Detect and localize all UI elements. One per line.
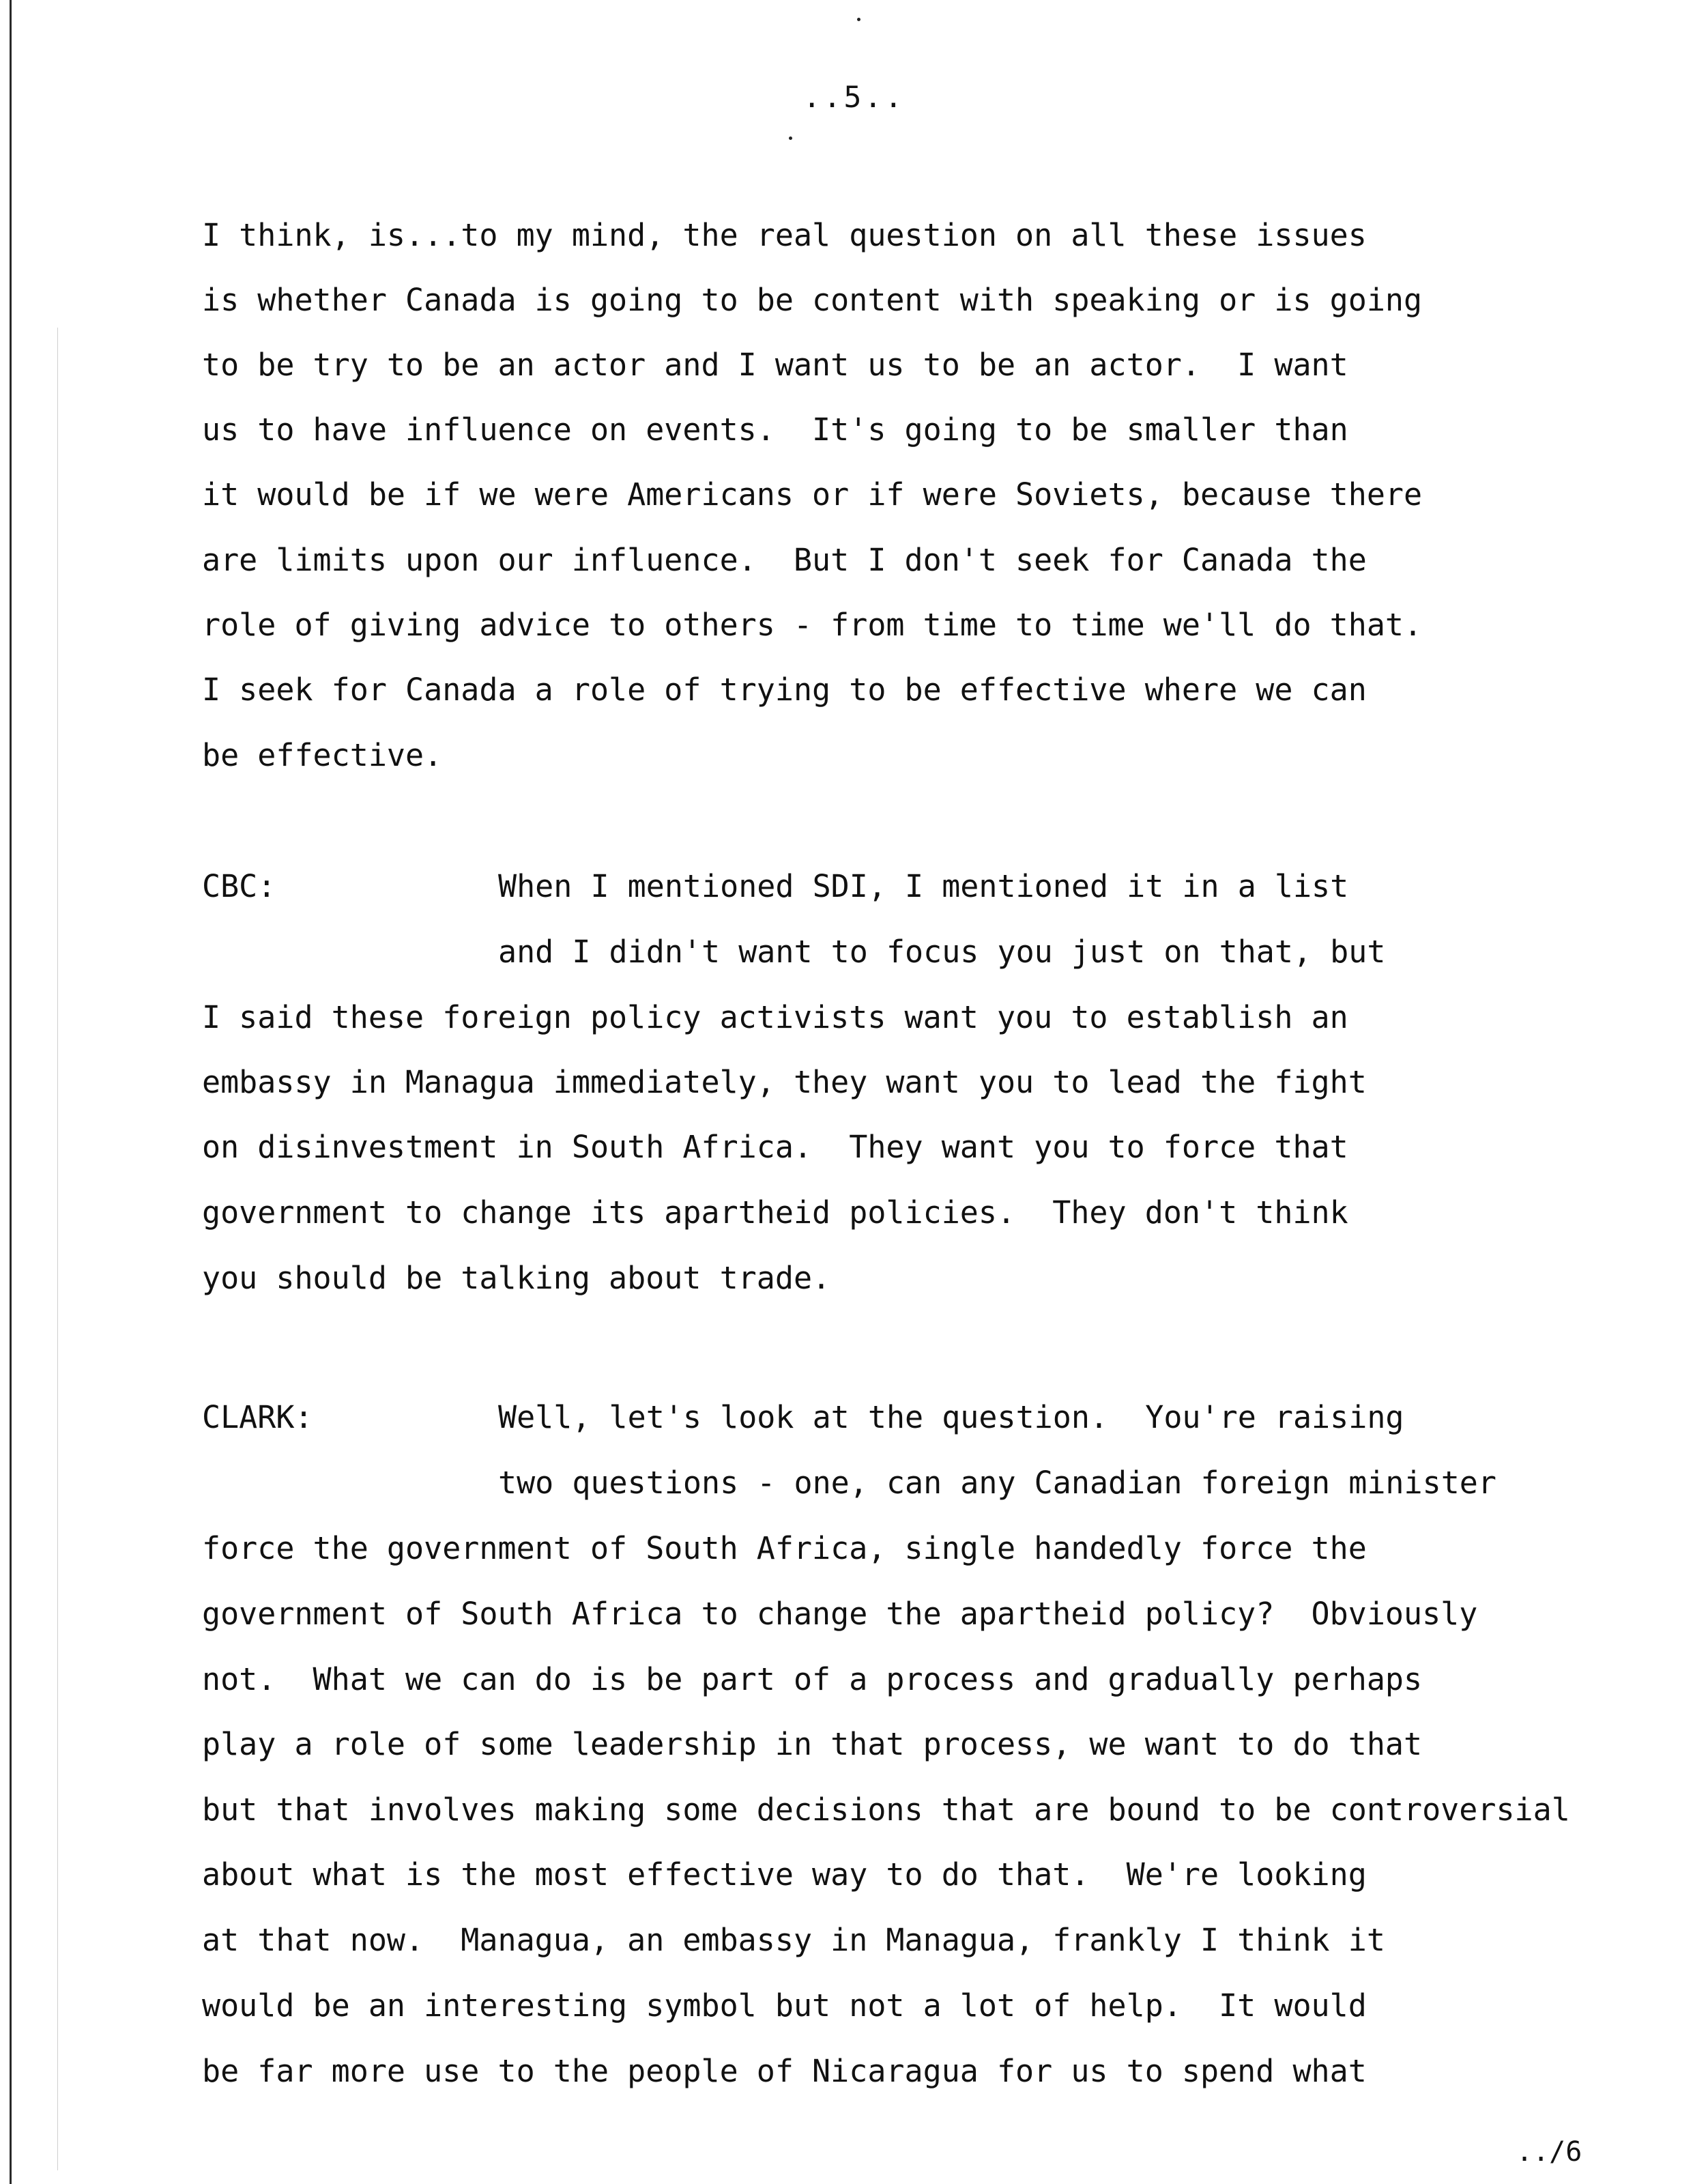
exchange-2-line: but that involves making some decisions that are bound to be controversial [202, 1792, 1570, 1828]
exchange-2-line: at that now. Managua, an embassy in Managua, frankly I think it [202, 1922, 1385, 1958]
exchange-2-line: force the government of South Africa, single handedly force the [202, 1530, 1367, 1566]
exchange-2-line: would be an interesting symbol but not a lot of help. It would [202, 1987, 1367, 2024]
exchange-2-line: government of South Africa to change the apartheid policy? Obviously [202, 1596, 1478, 1632]
paragraph-1-line: role of giving advice to others - from time to time we'll do that. [202, 607, 1423, 643]
paragraph-1-line: is whether Canada is going to be content with speaking or is going [202, 282, 1423, 318]
scan-speck [857, 18, 860, 21]
exchange-2-line: be far more use to the people of Nicaragua for us to spend what [202, 2053, 1367, 2089]
exchange-1-indented-line: When I mentioned SDI, I mentioned it in a list [498, 868, 1349, 904]
speaker-label: CLARK: [202, 1399, 313, 1435]
paragraph-1-line: are limits upon our influence. But I don't seek for Canada the [202, 542, 1367, 578]
paragraph-1-line: it would be if we were Americans or if were Soviets, because there [202, 476, 1423, 513]
exchange-1-line: I said these foreign policy activists want you to establish an [202, 999, 1348, 1035]
exchange-1-indented-line: and I didn't want to focus you just on that, but [498, 934, 1386, 970]
paragraph-1-line: I seek for Canada a role of trying to be effective where we can [202, 672, 1367, 708]
paragraph-1-line: be effective. [202, 737, 443, 773]
scan-margin-line [57, 328, 58, 2170]
exchange-1-line: you should be talking about trade. [202, 1260, 831, 1296]
left-margin-rule [10, 0, 12, 2184]
exchange-2-line: play a role of some leadership in that process, we want to do that [202, 1726, 1423, 1762]
exchange-2-indented-line: Well, let's look at the question. You're raising [498, 1399, 1404, 1435]
exchange-1-line: government to change its apartheid policies. They don't think [202, 1194, 1348, 1231]
exchange-1-line: embassy in Managua immediately, they want you to lead the fight [202, 1064, 1367, 1100]
paragraph-1-line: I think, is...to my mind, the real question on all these issues [202, 217, 1367, 253]
speaker-label: CBC: [202, 868, 276, 904]
exchange-2-indented-line: two questions - one, can any Canadian foreign minister [498, 1465, 1496, 1501]
exchange-2-line: about what is the most effective way to do that. We're looking [202, 1856, 1367, 1893]
continuation-marker: ../6 [1516, 2136, 1582, 2168]
page-number: ..5.. [802, 81, 906, 115]
paragraph-1-line: us to have influence on events. It's going to be smaller than [202, 412, 1348, 448]
exchange-1-line: on disinvestment in South Africa. They want you to force that [202, 1129, 1348, 1165]
scan-speck [789, 136, 792, 140]
paragraph-1-line: to be try to be an actor and I want us to be an actor. I want [202, 347, 1348, 383]
exchange-2-line: not. What we can do is be part of a process and gradually perhaps [202, 1661, 1423, 1697]
